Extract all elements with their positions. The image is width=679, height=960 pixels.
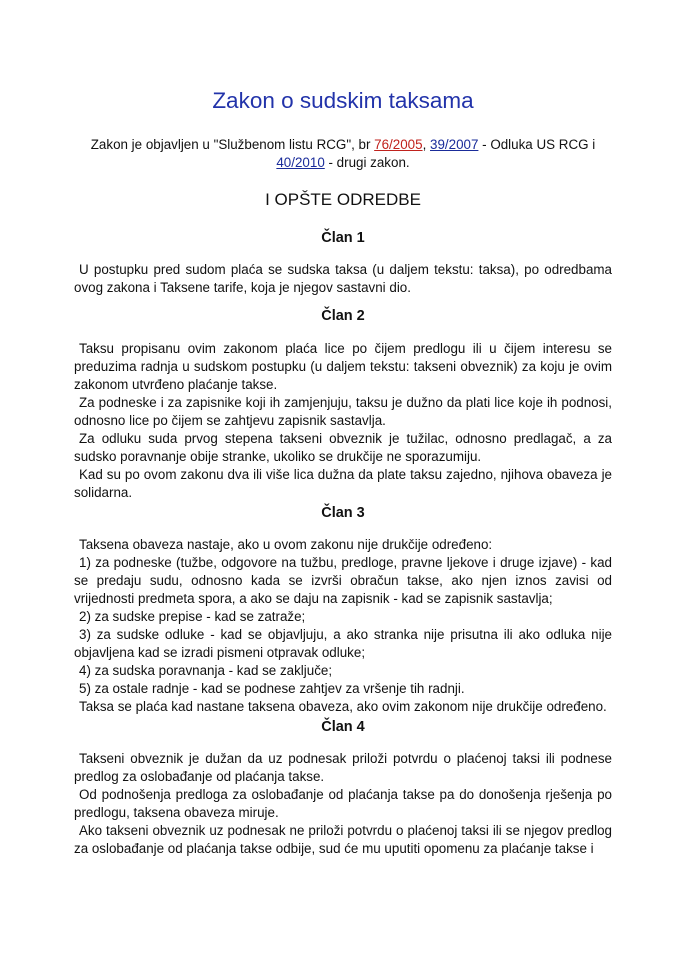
article-1-heading: Član 1 xyxy=(321,230,365,246)
publication-note xyxy=(74,136,612,172)
gazette-link-39-2007[interactable]: 39/2007 xyxy=(430,137,479,152)
article-4-paragraph: Takseni obveznik je dužan da uz podnesak priloži potvrdu o plaćenoj taksi ili podnese predlog za oslobađanje od plaćanja takse. xyxy=(74,751,612,784)
article-3-paragraph: Taksena obaveza nastaje, ako u ovom zakonu nije drukčije određeno: xyxy=(79,537,493,552)
article-1-paragraph: U postupku pred sudom plaća se sudska taksa (u daljem tekstu: taksa), po odredbama ovog zakona i Taksene tarife, koja je njegov sastavni dio. xyxy=(74,262,612,295)
article-2-heading: Član 2 xyxy=(321,308,365,324)
article-2-paragraph: Za podneske i za zapisnike koji ih zamjenjuju, taksu je dužno da plati lice koje ih podnosi, odnosno lice po čijem se zahtjevu zapisnik sastavlja. xyxy=(74,395,612,428)
article-3-list-item: 3) za sudske odluke - kad se objavljuju, a ako stranka nije prisutna ili ako odluka nije objavljena kad se izradi pismeni otpravak odluke; xyxy=(74,627,612,660)
article-4-paragraph: Ako takseni obveznik uz podnesak ne priloži potvrdu o plaćenoj taksi ili se njegov predlog za oslobađanje od plaćanja takse odbije, sud će mu uputiti opomenu za plaćanje takse i xyxy=(74,823,612,856)
article-2-body xyxy=(74,340,612,502)
article-2-paragraph: Taksu propisanu ovim zakonom plaća lice po čijem predlogu ili u čijem interesu se preduzima radnja u sudskom postupku (u daljem tekstu: takseni obveznik) za koju je ovim zakonom utvrđeno plaćanje takse. xyxy=(74,341,612,392)
article-2-paragraph: Za odluku suda prvog stepena takseni obveznik je tužilac, odnosno predlagač, a za sudsko poravnanje obije stranke, ukoliko se drukčije ne sporazumiju. xyxy=(74,431,612,464)
publication-note-prefix: Zakon je objavljen u "Službenom listu RCG", br xyxy=(90,137,375,152)
article-3-body xyxy=(74,536,612,716)
article-3-paragraph: Taksa se plaća kad nastane taksena obaveza, ako ovim zakonom nije drukčije određeno. xyxy=(79,699,607,714)
article-2-paragraph: Kad su po ovom zakonu dva ili više lica dužna da plate taksu zajedno, njihova obaveza je solidarna. xyxy=(74,467,612,500)
article-4-heading: Član 4 xyxy=(321,719,365,735)
article-4-body xyxy=(74,750,612,858)
document-title: Zakon o sudskim taksama xyxy=(212,88,474,113)
section-title: I OPŠTE ODREDBE xyxy=(265,190,421,209)
gazette-link-40-2010[interactable]: 40/2010 xyxy=(276,155,325,170)
publication-note-separator: , xyxy=(422,137,431,152)
article-3-list-item: 4) za sudska poravnanja - kad se zaključe; xyxy=(79,663,333,678)
article-4-paragraph: Od podnošenja predloga za oslobađanje od plaćanja takse pa do donošenja rješenja po predlogu, taksena obaveza miruje. xyxy=(74,787,612,820)
article-3-heading: Član 3 xyxy=(321,505,365,521)
gazette-link-76-2005[interactable]: 76/2005 xyxy=(374,137,423,152)
article-3-list-item: 1) za podneske (tužbe, odgovore na tužbu, predloge, pravne ljekove i druge izjave) - kad se predaju sudu, odnosno kada se izvrši obračun takse, ako njen iznos zavisi od vrijednosti predmeta spora, a ako se daju na zapisnik - kad se zapisnik sastavlja; xyxy=(74,555,612,606)
article-1-body xyxy=(74,261,612,297)
publication-note-middle: - Odluka US RCG i xyxy=(478,137,596,152)
article-3-list-item: 5) za ostale radnje - kad se podnese zahtjev za vršenje tih radnji. xyxy=(79,681,465,696)
publication-note-suffix: - drugi zakon. xyxy=(324,155,410,170)
article-3-list-item: 2) za sudske prepise - kad se zatraže; xyxy=(79,609,306,624)
